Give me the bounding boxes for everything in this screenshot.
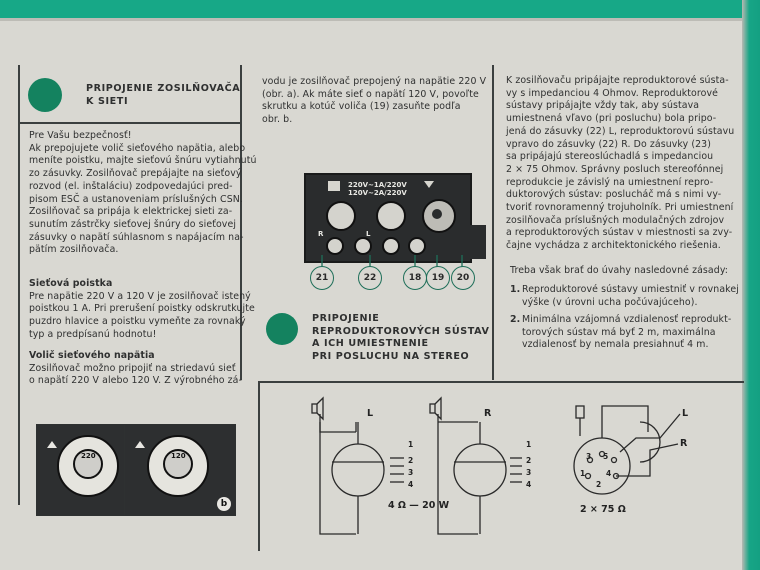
power-cord-stub [468,225,486,259]
pin-1-label-r: 1 [526,440,532,449]
wiring-diagram [290,392,730,552]
phones-pin-5: 5 [603,452,609,461]
selector-figure-a: 220 [36,424,148,516]
rating-label: 220V~1A/220V 120V~2A/220V [348,181,407,197]
col3-text: K zosilňovaču pripájajte reproduktorové sústa- vy s impedanciou 4 Ohmov. Reproduktorové sústavy pripájajte vždy tak, aby sústava umiestnená vľavo (pri posluchu) bola pripo- jená do zásuvky (22) L, reproduktorovú sústavu vpravo do zásuvky (22) R. Do zásuvky (23) sa pripájajú stereoslúchadlá s impedanciou 2 × 75 Ohmov. Správny posluch stereofónnej reprodukcie je závislý na umiestnení repro- duktorových sústav: poslucháč má s nimi vy- tvoriť rovnoramenný trojuholník. Pri umiestnení zosilňovača príslušných modulačných zdrojov a reproduktorových sústav v miestnosti sa zvy- čajne vychádza z architektonického riešenia. [506,75,735,252]
fuse-text: Sieťová poistka Pre napätie 220 V a 120 V je zosilňovač istený poistkou 1 A. Pri prerušení poistky odskrutkujte puzdro hlavice a poistku vymeňte za rovnaký typ a predpísanú hodnotu! [29,278,255,340]
phones-r-label: R [680,438,688,449]
pin-2-label-r: 2 [526,456,532,465]
diagram-right-label: R [484,408,492,419]
phones-pin-3: 3 [586,452,592,461]
pin-3-label-r: 3 [526,468,532,477]
small-socket-icon [382,237,400,255]
callout-22: 22 [358,266,382,290]
speaker-rating-label: 4 Ω — 20 W [388,500,450,511]
principle-1-text: Reproduktorové sústavy umiestniť v rovnakej výške (v úrovni ucha počúvajúceho). [522,284,739,308]
amplifier-back-panel [304,173,472,263]
section-speakers-title: PRIPOJENIE REPRODUKTOROVÝCH SÚSTAV A ICH UMIESTNENIE PRI POSLUCHU NA STEREO [312,313,490,362]
pointer-arrow-icon [135,441,145,448]
knob-center-icon [432,209,442,219]
phones-pin-4: 4 [606,469,612,478]
socket-r-label: R [318,230,324,238]
phones-rating-label: 2 × 75 Ω [580,504,626,515]
diagram-left-label: L [367,408,374,419]
fuse-symbol-icon [328,181,340,191]
callout-20: 20 [451,266,475,290]
small-socket-icon [408,237,426,255]
principles-intro: Treba však brať do úvahy nasledovné zásady: [510,265,729,276]
callout-21: 21 [310,266,334,290]
diagram-left-rule [258,381,260,551]
phones-pin-1: 1 [580,469,586,478]
pin-1-label: 1 [408,440,414,449]
left-frame-rule [18,65,20,505]
section-bullet-icon [28,78,62,112]
pin-3-label: 3 [408,468,414,477]
principle-2-text: Minimálna vzájomná vzdialenosť reprodukt- torových sústav má byť 2 m, maximálna vzdialenosť by nemala presiahnuť 4 m. [522,314,732,351]
socket-l-label: L [366,230,371,238]
phones-l-label: L [682,408,689,419]
col-divider-2 [492,65,494,380]
selector-text: Volič sieťového napätia Zosilňovač možno pripojiť na striedavú sieť o napätí 220 V alebo 120 V. Z výrobného zá- [29,350,242,387]
section-bullet-icon [266,313,298,345]
power-arrow-icon [424,181,434,188]
principle-2-number: 2. [510,314,521,325]
callout-19: 19 [426,266,450,290]
right-green-edge [742,0,760,570]
phones-pin-2: 2 [596,480,602,489]
col2-text: vodu je zosilňovač prepojený na napätie 220 V (obr. a). Ak máte sieť o napätí 120 V, povoľte skrutku a kotúč voliča (19) zasuňte podľa obr. b. [262,76,487,126]
pointer-arrow-icon [47,441,57,448]
small-socket-icon [354,237,372,255]
speaker-socket-icon [376,201,406,231]
pin-4-label-r: 4 [526,480,532,489]
section-connection-title: PRIPOJENIE ZOSILŇOVAČA K SIETI [86,83,241,107]
pin-2-label: 2 [408,456,414,465]
principle-1-number: 1. [510,284,521,295]
selector-figure-b: 120 b [124,424,236,516]
safety-text: Pre Vašu bezpečnosť! Ak prepojujete volič sieťového napätia, alebo meníte poistku, majte sieťovú šnúru vytiahnutú zo zásuvky. Zosilňovač prepájajte na sieťový rozvod (el. inštaláciu) zodpovedajúci pred- pisom ESČ a ustanoveniam príslušných CSN. Zosilňovač sa pripája k elektrickej sieti za- sunutím zástrčky sieťovej šnúry do sieťovej zásuvky o napätí súhlasnom s napájacím na- pätím zosilňovača. [29,130,257,256]
pin-4-label: 4 [408,480,414,489]
small-socket-icon [326,237,344,255]
diagram-top-rule [258,381,744,383]
section1-rule [20,122,240,124]
figure-b-label: b [217,497,231,511]
callout-18: 18 [403,266,427,290]
din-socket-icon [326,201,356,231]
